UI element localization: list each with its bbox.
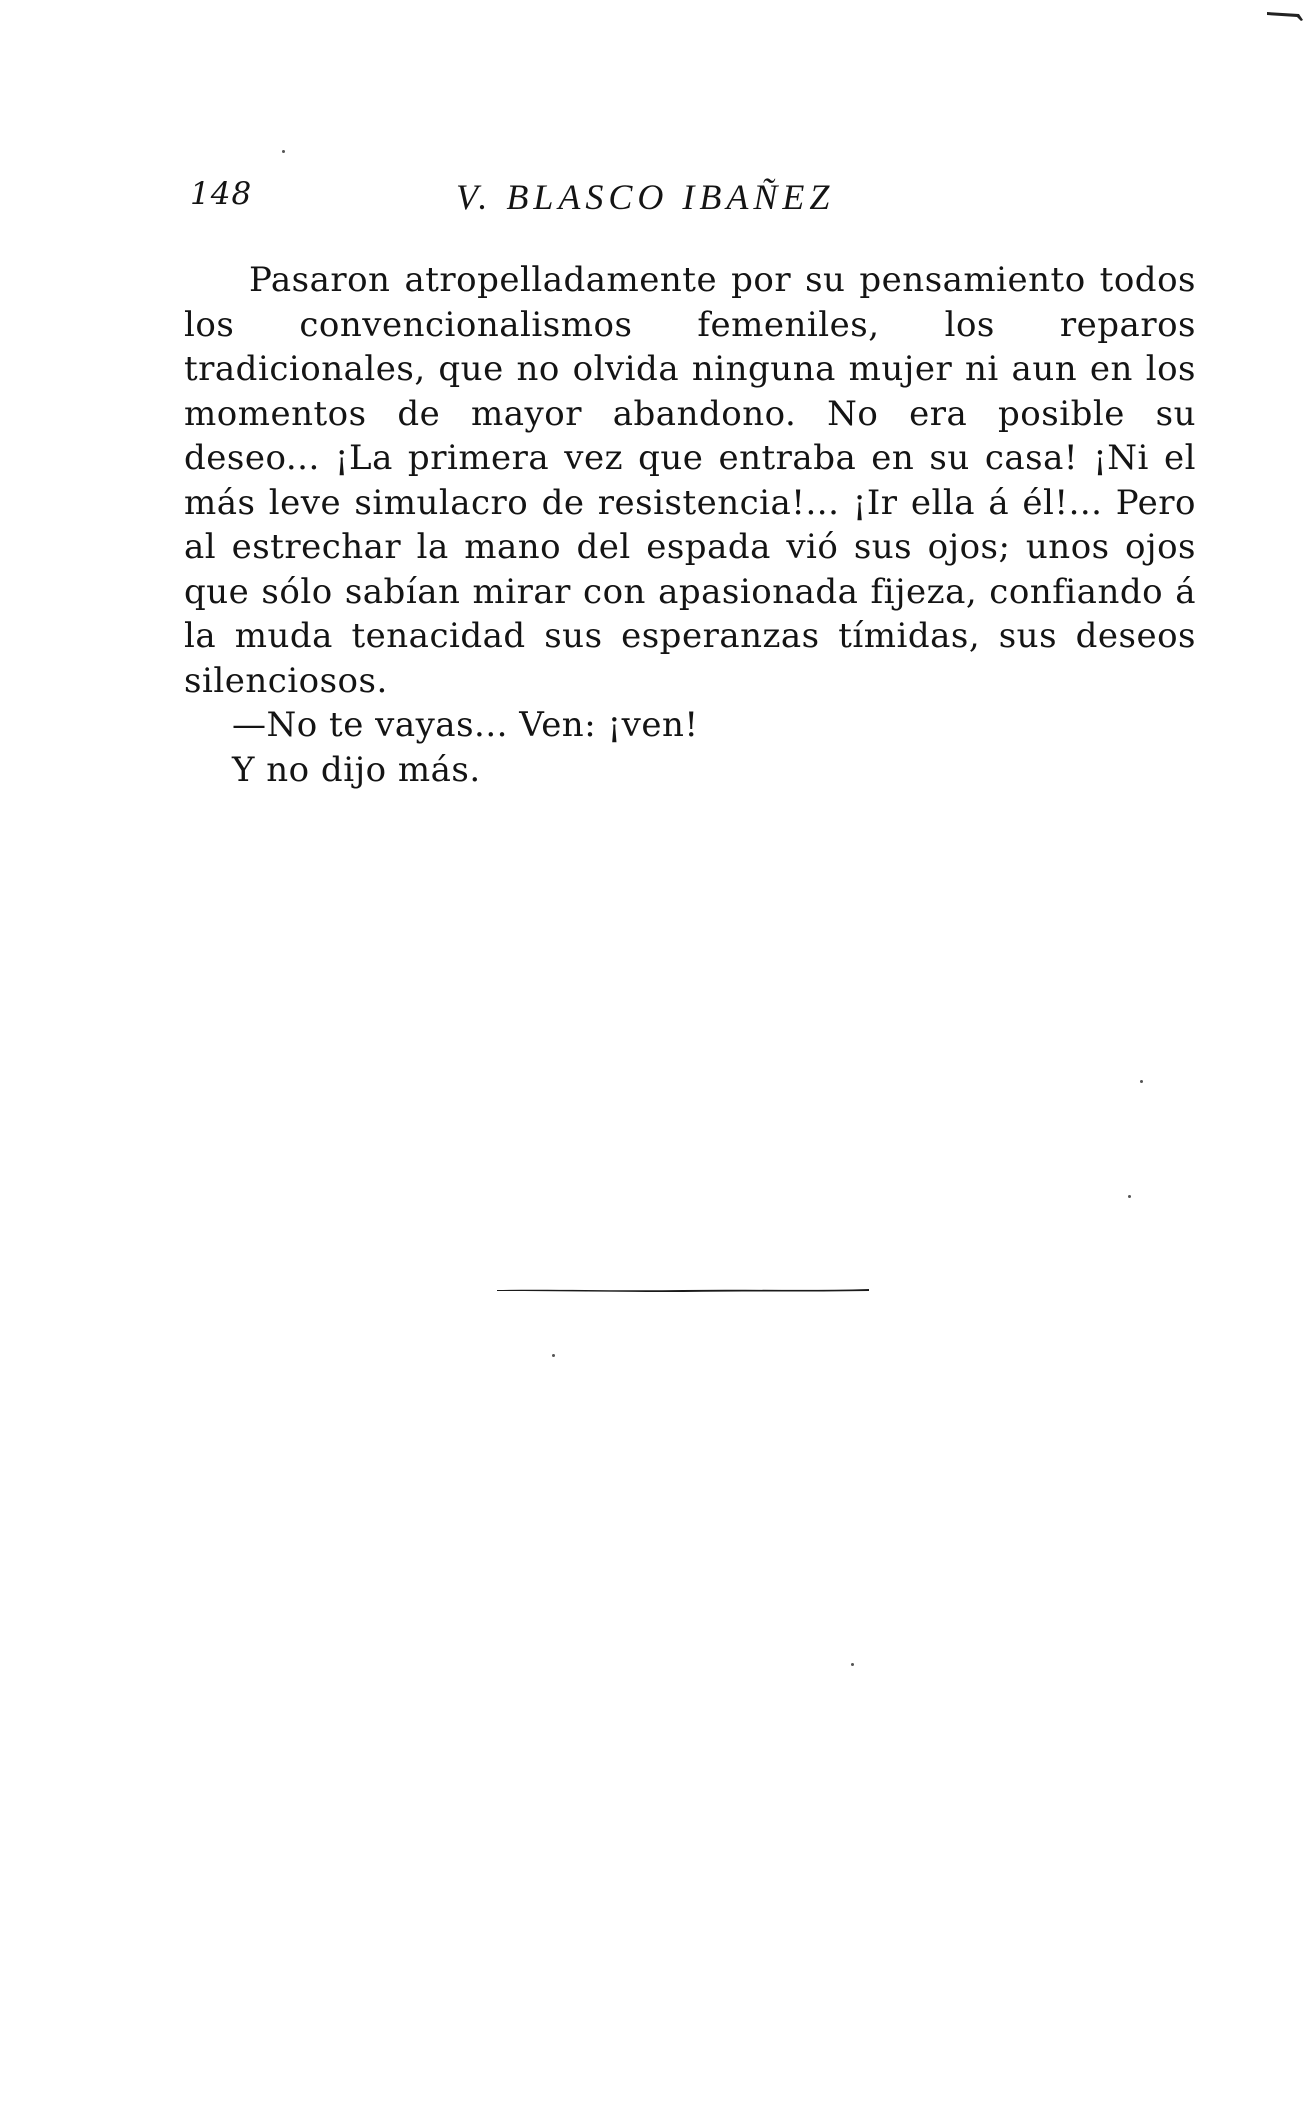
page-number: 148: [190, 176, 253, 212]
body-text: [184, 258, 1196, 792]
running-head: V. BLASCO IBAÑEZ: [456, 177, 835, 217]
section-end-rule: [497, 1288, 869, 1292]
print-speck: [552, 1354, 555, 1357]
page-header: [184, 170, 1194, 230]
print-speck: [1140, 1080, 1143, 1083]
paragraph-closing: Y no dijo más.: [232, 749, 481, 790]
paragraph-dialogue: —No te vayas... Ven: ¡ven!: [232, 705, 699, 745]
corner-mark: [1265, 8, 1305, 22]
paragraph: Pasaron atropelladamente por su pensamiento todos los convencionalismos femeniles, los reparos tradicionales, que no olvida ninguna mujer ni aun en los momentos de mayor abandono. No era posible su deseo... ¡La primera vez que entraba en su casa! ¡Ni el más leve simulacro de resistencia!... ¡Ir ella á él!... Pero al estrechar la mano del espada vió sus ojos; unos ojos que sólo sabían mirar con apasionada fijeza, confiando á la muda tenacidad sus esperanzas tímidas, sus deseos silenciosos.: [184, 260, 1196, 701]
print-speck: [1128, 1195, 1131, 1198]
print-speck: [851, 1663, 854, 1666]
print-speck: [282, 150, 285, 153]
